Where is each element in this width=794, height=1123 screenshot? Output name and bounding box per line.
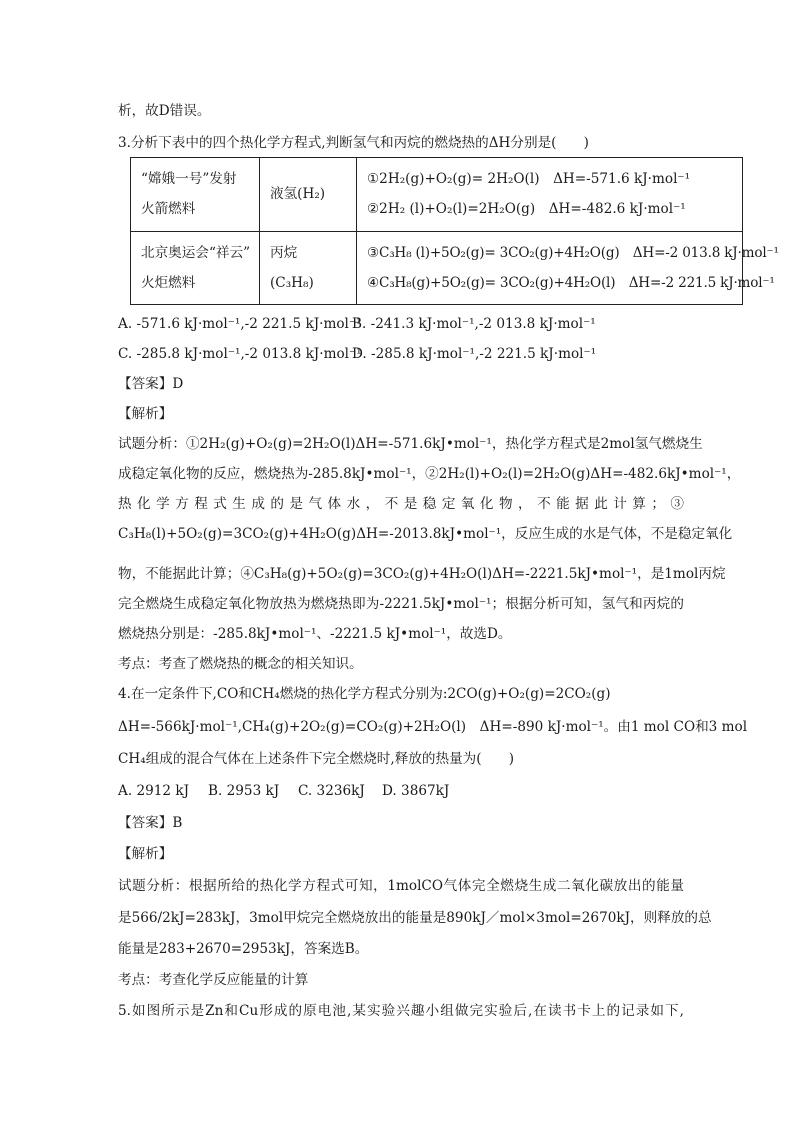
q3-analysis-line: 热化学方程式生成的是气体水，不是稳定氧化物，不能据此计算；③ — [118, 496, 684, 512]
q3-options-row-1 — [118, 314, 678, 334]
equation-cell — [357, 158, 743, 232]
q3-analysis-line: 物，不能据此计算；④C₃H₈(g)+5O₂(g)=3CO₂(g)+4H₂O(l)ΔH=-2221.5kJ•mol⁻¹，是1mol丙烷 — [118, 566, 726, 582]
question-4-stem-line: CH₄组成的混合气体在上述条件下完全燃烧时,释放的热量为( ) — [118, 751, 515, 767]
continued-text: 析，故D错误。 — [118, 103, 211, 119]
equation-1: ①2H₂(g)+O₂(g)= 2H₂O(l) ΔH=-571.6 kJ·mol⁻¹ — [367, 171, 691, 188]
option-a: A. -571.6 kJ·mol⁻¹,-2 221.5 kJ·mol⁻¹ — [118, 316, 362, 332]
q3-analysis-line: 燃烧热分别是：-285.8kJ•mol⁻¹、-2221.5 kJ•mol⁻¹，故选D。 — [118, 626, 512, 642]
q4-kaodian: 考点：考查化学反应能量的计算 — [118, 972, 309, 988]
q4-analysis-line: 试题分析：根据所给的热化学方程式可知，1molCO气体完全燃烧生成二氧化碳放出的能量 — [118, 878, 684, 894]
q3-analysis-line: 成稳定氧化物的反应，燃烧热为-285.8kJ•mol⁻¹，②2H₂(l)+O₂(l)=2H₂O(g)ΔH=-482.6kJ•mol⁻¹， — [118, 466, 741, 482]
fuel-use-cell: “嫦娥一号”发射 火箭燃料 — [131, 158, 260, 232]
option-c: C. -285.8 kJ·mol⁻¹,-2 013.8 kJ·mol⁻¹ — [118, 346, 362, 362]
q3-kaodian: 考点：考查了燃烧热的概念的相关知识。 — [118, 656, 363, 672]
q3-analysis-line: C₃H₈(l)+5O₂(g)=3CO₂(g)+4H₂O(g)ΔH=-2013.8kJ•mol⁻¹，反应生成的水是气体，不是稳定氧化 — [118, 526, 733, 542]
option-d: D. -285.8 kJ·mol⁻¹,-2 221.5 kJ·mol⁻¹ — [352, 346, 597, 362]
equation-4: ④C₃H₈(g)+5O₂(g)= 3CO₂(g)+4H₂O(l) ΔH=-2 221.5 kJ·mol⁻¹ — [367, 274, 775, 291]
equation-cell — [357, 231, 779, 305]
option-b: B. 2953 kJ — [208, 783, 280, 799]
q3-options-row-2 — [118, 344, 678, 364]
question-4-stem-line: ΔH=-566kJ·mol⁻¹,CH₄(g)+2O₂(g)=CO₂(g)+2H₂O(l) ΔH=-890 kJ·mol⁻¹。由1 mol CO和3 mol — [118, 719, 748, 735]
thermochemical-table — [130, 157, 779, 305]
question-3-stem: 3.分析下表中的四个热化学方程式,判断氢气和丙烷的燃烧热的ΔH分别是( ) — [118, 135, 589, 151]
option-c: C. 3236kJ — [298, 783, 365, 799]
question-4-stem-line: 4.在一定条件下,CO和CH₄燃烧的热化学方程式分别为:2CO(g)+O₂(g)=2CO₂(g) — [118, 686, 611, 702]
q4-options-row — [118, 781, 678, 801]
question-5-stem: 5.如图所示是Zn和Cu形成的原电池,某实验兴趣小组做完实验后,在读书卡上的记录如下, — [118, 1003, 684, 1019]
equation-2: ②2H₂ (l)+O₂(l)=2H₂O(g) ΔH=-482.6 kJ·mol⁻¹ — [367, 201, 686, 218]
q4-analysis-line: 是566/2kJ=283kJ，3mol甲烷完全燃烧放出的能量是890kJ／mol×3mol=2670kJ，则释放的总 — [118, 910, 712, 926]
q4-answer: 【答案】B — [118, 815, 183, 831]
table-row — [131, 158, 743, 232]
table-row — [131, 231, 743, 305]
q3-analysis-line: 完全燃烧生成稳定氧化物放热为燃烧热即为-2221.5kJ•mol⁻¹；根据分析可知，氢气和丙烷的 — [118, 596, 684, 612]
q3-analysis-heading: 【解析】 — [118, 406, 173, 422]
q3-answer: 【答案】D — [118, 376, 184, 392]
fuel-use-cell: 北京奥运会“祥云” 火炬燃料 — [131, 231, 260, 305]
q4-analysis-heading: 【解析】 — [118, 846, 173, 862]
q4-analysis-line: 能量是283+2670=2953kJ，答案选B。 — [118, 941, 369, 957]
q3-analysis-line: 试题分析：①2H₂(g)+O₂(g)=2H₂O(l)ΔH=-571.6kJ•mol⁻¹，热化学方程式是2mol氢气燃烧生 — [118, 436, 703, 452]
option-d: D. 3867kJ — [382, 783, 450, 799]
option-a: A. 2912 kJ — [118, 783, 190, 799]
fuel-name-cell: 丙烷 (C₃H₈) — [260, 231, 357, 305]
fuel-name-cell: 液氢(H₂) — [260, 158, 357, 232]
equation-3: ③C₃H₈ (l)+5O₂(g)= 3CO₂(g)+4H₂O(g) ΔH=-2 013.8 kJ·mol⁻¹ — [367, 244, 779, 261]
option-b: B. -241.3 kJ·mol⁻¹,-2 013.8 kJ·mol⁻¹ — [352, 316, 596, 332]
